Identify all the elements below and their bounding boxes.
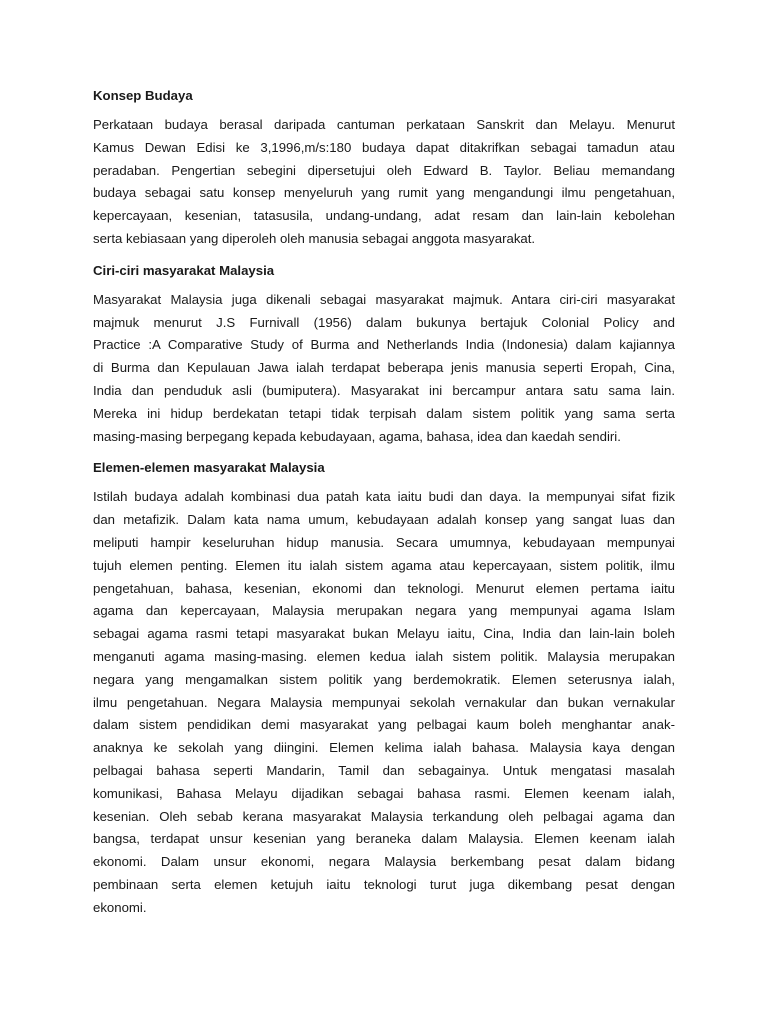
paragraph-line: India dan penduduk asli (bumiputera). Masyarakat ini bercampur antara satu sama lain. [93, 382, 675, 398]
paragraph-line: Mereka ini hidup berdekatan tetapi tidak terpisah dalam sistem politik yang sama serta [93, 405, 675, 421]
paragraph-line: pelbagai bahasa seperti Mandarin, Tamil dan sebagainya. Untuk mengatasi masalah [93, 762, 675, 778]
paragraph-line: Kamus Dewan Edisi ke 3,1996,m/s:180 budaya dapat ditakrifkan sebagai tamadun atau [93, 139, 675, 155]
document-page [93, 84, 675, 928]
paragraph-line: kesenian. Oleh sebab kerana masyarakat Malaysia terkandung oleh pelbagai agama dan [93, 808, 675, 824]
paragraph-line: dan metafizik. Dalam kata nama umum, kebudayaan adalah konsep yang sangat luas dan [93, 512, 675, 528]
paragraph-line: negara yang mengamalkan sistem politik yang berdemokratik. Elemen seterusnya ialah, [93, 671, 675, 687]
paragraph-line: anaknya ke sekolah yang diingini. Elemen kelima ialah bahasa. Malaysia kaya dengan [93, 740, 675, 756]
paragraph-line: majmuk menurut J.S Furnivall (1956) dalam bukunya bertajuk Colonial Policy and [93, 314, 675, 330]
paragraph-line: budaya sebagai satu konsep menyeluruh yang rumit yang mengandungi ilmu pengetahuan, [93, 185, 675, 201]
paragraph-line: Istilah budaya adalah kombinasi dua patah kata iaitu budi dan daya. Ia mempunyai sifat fizik [93, 489, 675, 505]
section-ciri-ciri [93, 259, 675, 449]
paragraph-line: serta kebiasaan yang diperoleh oleh manusia sebagai anggota masyarakat. [93, 230, 536, 246]
paragraph-line: pengetahuan, bahasa, kesenian, ekonomi dan teknologi. Menurut elemen pertama iaitu [93, 580, 675, 596]
paragraph-line: Masyarakat Malaysia juga dikenali sebagai masyarakat majmuk. Antara ciri-ciri masyarakat [93, 291, 675, 307]
paragraph-line: peradaban. Pengertian sebegini dipersetujui oleh Edward B. Taylor. Beliau memandang [93, 162, 675, 178]
paragraph-line: di Burma dan Kepulauan Jawa ialah terdapat beberapa jenis manusia seperti Eropah, Cina, [93, 360, 675, 376]
paragraph-line: dalam sistem pendidikan demi masyarakat yang pelbagai kaum boleh menghantar anak- [93, 717, 675, 733]
section-konsep-budaya [93, 84, 675, 251]
paragraph-line: Practice :A Comparative Study of Burma and Netherlands India (Indonesia) dalam kajiannya [93, 337, 675, 353]
section-paragraph [93, 114, 675, 251]
section-paragraph [93, 289, 675, 449]
section-heading: Konsep Budaya [93, 88, 193, 103]
paragraph-line: ekonomi. [93, 899, 147, 915]
paragraph-line: menganuti agama masing-masing. elemen kedua ialah sistem politik. Malaysia merupakan [93, 648, 675, 664]
paragraph-line: agama dan kepercayaan, Malaysia merupakan negara yang mempunyai agama Islam [93, 603, 675, 619]
paragraph-line: masing-masing berpegang kepada kebudayaan, agama, bahasa, idea dan kaedah sendiri. [93, 428, 621, 444]
section-elemen-elemen [93, 456, 675, 919]
paragraph-line: tujuh elemen penting. Elemen itu ialah sistem agama atau kepercayaan, sistem politik, ilmu [93, 557, 675, 573]
section-heading: Elemen-elemen masyarakat Malaysia [93, 460, 325, 476]
paragraph-line: Perkataan budaya berasal daripada cantuman perkataan Sanskrit dan Melayu. Menurut [93, 117, 675, 132]
paragraph-line: ilmu pengetahuan. Negara Malaysia mempunyai sekolah vernakular dan bukan vernakular [93, 694, 675, 710]
paragraph-line: komunikasi, Bahasa Melayu dijadikan sebagai bahasa rasmi. Elemen keenam ialah, [93, 785, 675, 801]
paragraph-line: sebagai agama rasmi tetapi masyarakat bukan Melayu iaitu, Cina, India dan lain-lain boleh [93, 626, 675, 642]
paragraph-line: meliputi hampir keseluruhan hidup manusia. Secara umumnya, kebudayaan mempunyai [93, 534, 675, 550]
paragraph-line: bangsa, terdapat unsur kesenian yang beraneka dalam Malaysia. Elemen keenam ialah [93, 831, 675, 847]
section-paragraph [93, 486, 675, 919]
section-heading: Ciri-ciri masyarakat Malaysia [93, 262, 275, 278]
paragraph-line: ekonomi. Dalam unsur ekonomi, negara Malaysia berkembang pesat dalam bidang [93, 854, 675, 870]
paragraph-line: pembinaan serta elemen ketujuh iaitu teknologi turut juga dikembang pesat dengan [93, 876, 675, 892]
paragraph-line: kepercayaan, kesenian, tatasusila, undang-undang, adat resam dan lain-lain kebolehan [93, 208, 675, 224]
